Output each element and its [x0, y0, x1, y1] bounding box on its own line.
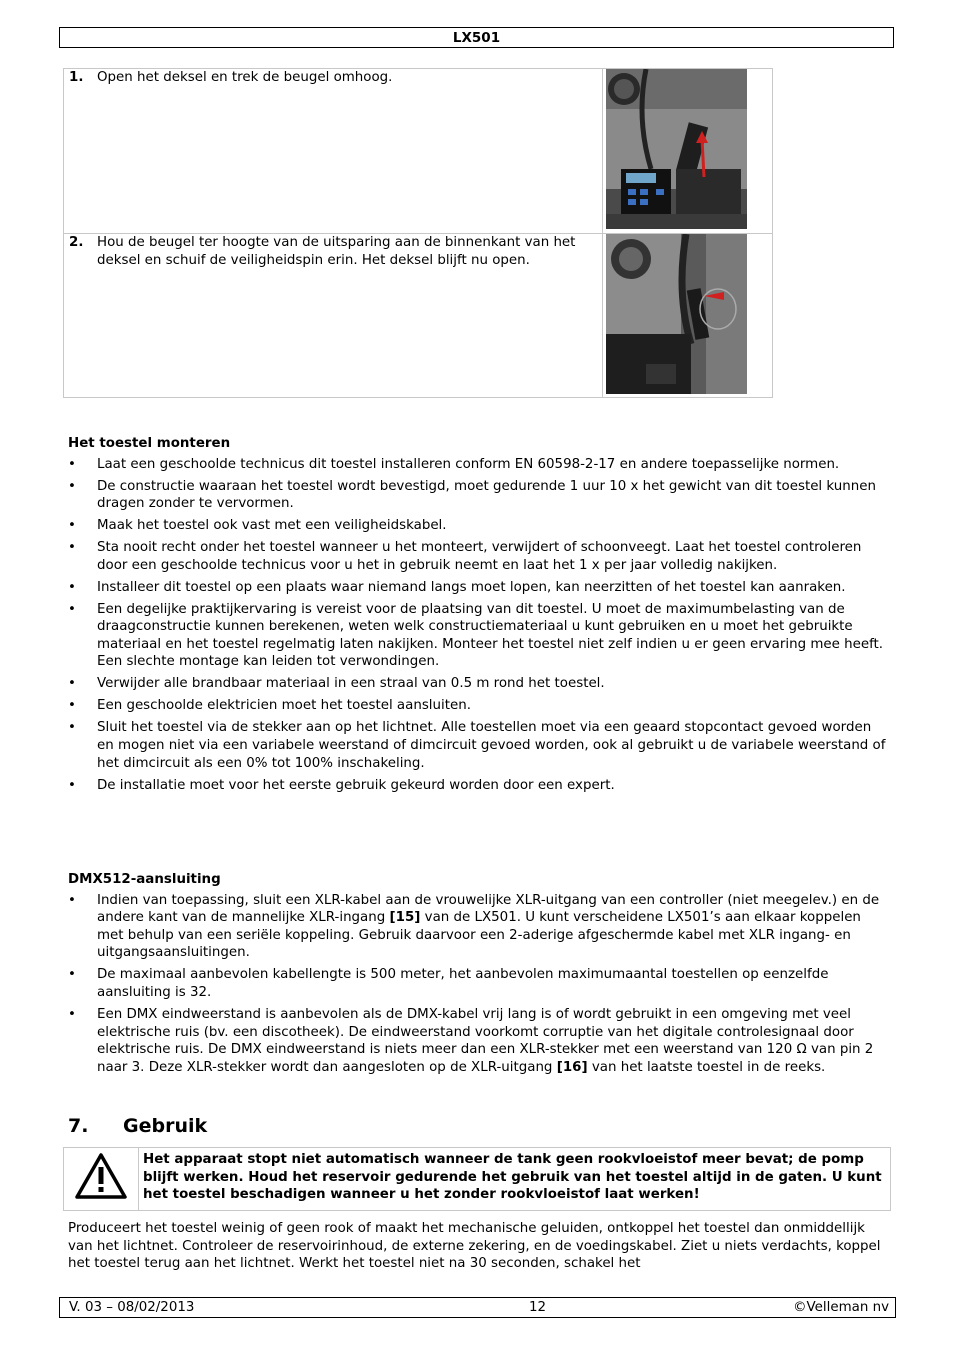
list-item: • Laat een geschoolde technicus dit toestel installeren conform EN 60598-2-17 en andere toepasselijke normen. [68, 456, 888, 474]
section-heading [68, 1113, 207, 1139]
page-header [59, 27, 894, 48]
mounting-heading: Het toestel monteren [68, 436, 231, 451]
header-title: LX501 [452, 30, 501, 46]
warning-text: Het apparaat stopt niet automatisch wanneer de tank geen rookvloeistof meer bevat; de pomp blijft werken. Houd het reservoir gedurende het gebruik van het toestel altijd in de gaten. U kunt het toestel beschadigen wanneer u het zonder rookvloeistof laat werken! [139, 1148, 891, 1211]
list-item: • Maak het toestel ook vast met een veiligheidskabel. [68, 517, 888, 535]
ref-16: [16] [556, 1059, 588, 1075]
section-number: 7. [68, 1115, 89, 1137]
page-footer [59, 1297, 896, 1318]
step-text: Open het deksel en trek de beugel omhoog. [97, 70, 393, 85]
step-number: 1. [69, 70, 84, 85]
dmx-heading: DMX512-aansluiting [68, 872, 221, 887]
list-item: • Een degelijke praktijkervaring is vereist voor de plaatsing van dit toestel. U moet de maximumbelasting van de draagconstructie kunnen berekenen, weten welk constructiemateriaal u kunt gebruiken en u moet het gebruikte materiaal en het toestel regelmatig laten nakijken. Monteer het toestel niet zelf indien u er geen ervaring mee heeft. Een slechte montage kan leiden tot verwondingen. [68, 601, 888, 671]
step-1 [69, 69, 597, 87]
dmx-section [68, 871, 888, 1081]
step-row [64, 234, 773, 398]
step-number: 2. [69, 235, 84, 250]
list-item: • De maximaal aanbevolen kabellengte is 500 meter, het aanbevolen maximumaantal toestellen op eenzelfde aansluiting is 32. [68, 966, 888, 1001]
usage-paragraph: Produceert het toestel weinig of geen rook of maakt het mechanische geluiden, ontkoppel het toestel dan onmiddellijk van het lichtnet. Controleer de reservoirinhoud, de externe zekering, en de voedingskabel. Ziet u niets verdachts, koppel het toestel terug aan het lichtnet. Werkt het toestel niet na 30 seconden, schakel het [68, 1221, 881, 1272]
list-item: • Sta nooit recht onder het toestel wanneer u het monteert, verwijdert of schoonveegt. Laat het toestel controleren door een geschoolde technicus voor u het in gebruik neemt en laat het 1 x per jaar volledig nakijken. [68, 539, 888, 574]
step-2 [69, 234, 597, 269]
section-title: Gebruik [123, 1115, 208, 1137]
warning-icon [74, 1152, 128, 1200]
ref-15: [15] [389, 910, 421, 926]
step-text: Hou de beugel ter hoogte van de uitsparing aan de binnenkant van het deksel en schuif de veiligheidspin erin. Het deksel blijft nu open. [97, 235, 576, 268]
step-row [64, 69, 773, 234]
list-item: • De installatie moet voor het eerste gebruik gekeurd worden door een expert. [68, 777, 888, 795]
photo-open-lid [606, 69, 747, 229]
list-item: • Indien van toepassing, sluit een XLR-kabel aan de vrouwelijke XLR-uitgang van een controller (niet meegelev.) en de andere kant van de mannelijke XLR-ingang [15] van de LX501. U kunt verscheidene LX501’s aan elkaar koppelen met behulp van een seriële koppeling. Gebruik daarvoor een 2-aderige afgeschermde kabel met XLR ingang- en uitgangsaansluitingen. [68, 892, 888, 962]
photo-safety-pin [606, 234, 747, 394]
steps-table [63, 68, 773, 398]
dmx-list [68, 892, 888, 1077]
list-item: • Installeer dit toestel op een plaats waar niemand langs moet lopen, kan neerzitten of het toestel kan aanraken. [68, 579, 888, 597]
mounting-section [68, 435, 888, 799]
warning-box [63, 1147, 891, 1211]
list-item: • Een DMX eindweerstand is aanbevolen als de DMX-kabel vrij lang is of wordt gebruikt in een omgeving met veel elektrische ruis (bv. een discotheek). De eindweerstand voorkomt corruptie van het digitale controlesignaal door elektrische ruis. De DMX eindweerstand is niets meer dan een XLR-stekker met een weerstand van 120 Ω van pin 2 naar 3. Deze XLR-stekker wordt dan aangesloten op de XLR-uitgang [16] van het laatste toestel in de reeks. [68, 1006, 888, 1076]
list-item: • De constructie waaraan het toestel wordt bevestigd, moet gedurende 1 uur 10 x het gewicht van dit toestel kunnen dragen zonder te vervormen. [68, 478, 888, 513]
mounting-list [68, 456, 888, 795]
footer-version: V. 03 – 08/02/2013 [69, 1300, 195, 1315]
footer-page-number: 12 [529, 1300, 547, 1315]
footer-company: ©Velleman nv [793, 1300, 889, 1315]
list-item: • Een geschoolde elektricien moet het toestel aansluiten. [68, 697, 888, 715]
list-item: • Sluit het toestel via de stekker aan op het lichtnet. Alle toestellen moet via een geaard stopcontact gevoed worden en mogen niet via een variabele weerstand of dimcircuit gevoed worden, ook al gebruikt u de variabele weerstand of het dimcircuit als een 0% tot 100% inschakeling. [68, 719, 888, 772]
list-item: • Verwijder alle brandbaar materiaal in een straal van 0.5 m rond het toestel. [68, 675, 888, 693]
